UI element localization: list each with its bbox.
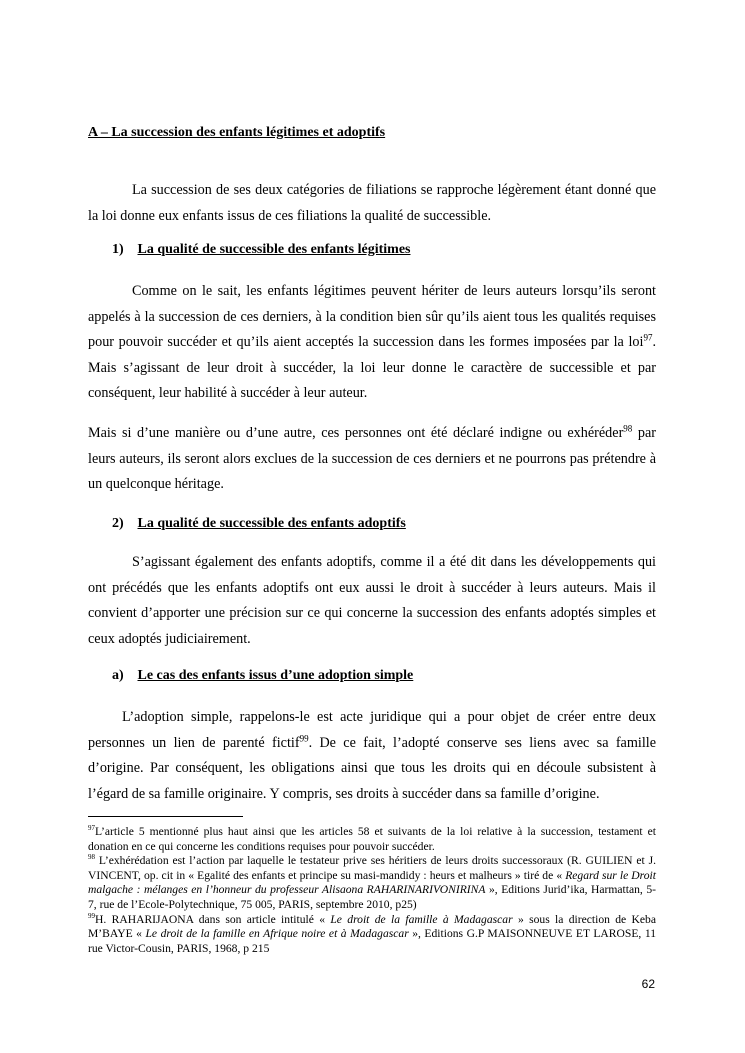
- paragraph-indigne: Mais si d’une manière ou d’une autre, ces personnes ont été déclaré indigne ou exhéréder$^{98}$ par leurs auteurs, ils seront alors exclues de la succession de ces derniers et ne pourrons pas prétendre à un quelconque héritage.: [88, 423, 656, 492]
- paragraph-adoptifs: S’agissant également des enfants adoptifs, comme il a été dit dans les développements qui ont précédés que les enfants adoptifs ont eux aussi le droit à succéder à leurs auteurs. Mais il convient d’apporter une précision sur ce qui concerne la succession des enfants adoptés simples et ceux adoptés judiciairement.: [88, 554, 656, 647]
- footnotes: [88, 825, 656, 956]
- subheading-a: [112, 668, 413, 684]
- subheading-2-number: 2): [112, 516, 124, 531]
- footnote-ref-99[interactable]: 99: [299, 732, 309, 743]
- subheading-2: [112, 516, 406, 532]
- footnote-97: $^{97}$L’article 5 mentionné plus haut ainsi que les articles 58 et suivants de la loi relative à la succession, testament et donation en ce qui concerne les conditions requises pour pouvoir succéder.: [88, 824, 656, 853]
- footnote-separator: [88, 816, 243, 817]
- footnote-ref-97[interactable]: 97: [643, 332, 653, 343]
- subheading-1-number: 1): [112, 242, 124, 257]
- paragraph-legitimes: Comme on le sait, les enfants légitimes peuvent hériter de leurs auteurs lorsqu’ils seront appelés à la succession de ces derniers, à la condition bien sûr qu’ils aient tous les qualités requises pour pouvoir succéder et qu’ils aient acceptés la succession dans les formes imposées par la loi$^{97}$. Mais s’agissant de leur droit à succéder, la loi leur donne le caractère de successible et par conséquent, leur habilité à succéder à leur auteur.: [88, 283, 656, 401]
- intro-paragraph: La succession de ses deux catégories de filiations se rapproche légèrement étant donné que la loi donne eux enfants issus de ces filiations la qualité de successible.: [88, 182, 656, 224]
- footnote-99: $^{99}$H. RAHARIJAONA dans son article intitulé « Le droit de la famille à Madagascar » sous la direction de Keba M’BAYE « Le droit de la famille en Afrique noire et à Madagascar », Editions G.P MAISONNEUVE ET LAROSE, 11 rue Victor-Cousin, PARIS, 1968, p 215: [88, 911, 656, 955]
- subheading-a-title: Le cas des enfants issus d’une adoption simple: [137, 668, 414, 683]
- subheading-1-title: La qualité de successible des enfants légitimes: [137, 242, 411, 257]
- section-heading: A – La succession des enfants légitimes et adoptifs: [88, 125, 386, 140]
- paragraph-adoption-simple: L’adoption simple, rappelons-le est acte juridique qui a pour objet de créer entre deux personnes un lien de parenté fictif$^{99}$. De ce fait, l’adopté conserve ses liens avec sa famille d’origine. Par conséquent, les obligations ainsi que tous les droits qui en découle subsistent à l’égard de sa famille originaire. Y compris, ses droits à succéder dans sa famille d’origine.: [88, 709, 657, 802]
- page-number: 62: [641, 977, 655, 991]
- footnote-98: $^{98}$ L’exhérédation est l’action par laquelle le testateur prive ses héritiers de leurs droits successoraux (R. GUILIEN et J. VINCENT, op. cit in « Egalité des enfants et principe su masi-mandidy : heurs et malheurs » tiré de « Regard sur le Droit malgache : mélanges en l’honneur du professeur Alisaona RAHARINARIVONIRINA », Editions Jurid’ika, Harmattan, 5-7, rue de l’Ecole-Polytechnique, 75 005, PARIS, septembre 2010, p25): [88, 853, 657, 911]
- subheading-2-title: La qualité de successible des enfants adoptifs: [137, 516, 406, 531]
- subheading-a-number: a): [112, 668, 124, 683]
- subheading-1: [112, 242, 411, 258]
- footnote-ref-98[interactable]: 98: [623, 423, 633, 434]
